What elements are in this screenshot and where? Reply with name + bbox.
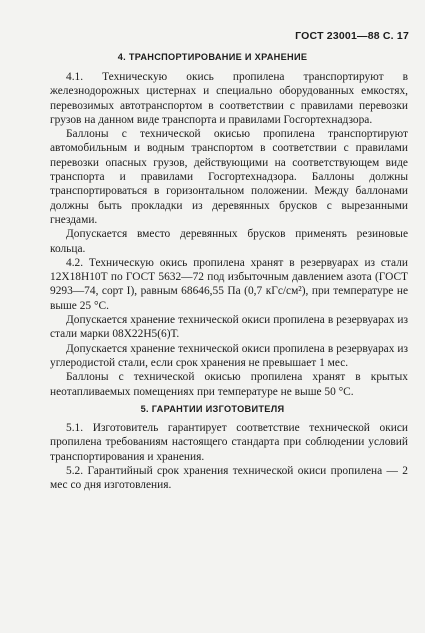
section-body-warranty xyxy=(50,421,408,492)
paragraph-5-2: 5.2. Гарантийный срок хранения технической окиси пропилена — 2 мес со дня изготовления. xyxy=(50,464,408,492)
paragraph-steel-08x22: Допускается хранение технической окиси пропилена в резервуарах из стали марки 08Х22Н5(6)Т. xyxy=(50,314,408,341)
paragraph-5-1: 5.1. Изготовитель гарантирует соответствие технической окиси пропилена требованиям настоящего стандарта при соблюдении условий транспортирования и хранения. xyxy=(50,422,408,463)
paragraph-carbon-steel: Допускается хранение технической окиси пропилена в резервуарах из углеродистой стали, если срок хранения не превышает 1 мес. xyxy=(50,342,408,369)
paragraph-4-1: 4.1. Техническую окись пропилена транспортируют в железнодорожных цистернах и специально оборудованных емкостях, перевозимых автотранспортом в соответствии с правилами перевозки грузов на данном виде транспорта и правилами Госгортехнадзора. xyxy=(50,71,408,126)
page-header-standard: ГОСТ 23001—88 С. 17 xyxy=(295,30,409,42)
section-title-warranty: 5. ГАРАНТИИ ИЗГОТОВИТЕЛЯ xyxy=(140,404,285,414)
section-title-transport-storage: 4. ТРАНСПОРТИРОВАНИЕ И ХРАНЕНИЕ xyxy=(117,52,308,62)
paragraph-rubber-rings: Допускается вместо деревянных брусков применять резиновые кольца. xyxy=(50,228,408,255)
paragraph-cylinders-storage: Баллоны с технической окисью пропилена хранят в крытых неотапливаемых помещениях при температуре не выше 50 °С. xyxy=(50,371,408,398)
paragraph-4-2: 4.2. Техническую окись пропилена хранят в резервуарах из стали 12Х18Н10Т по ГОСТ 5632—72 под избыточным давлением азота (ГОСТ 9293—74, сорт I), равным 68646,55 Па (0,7 кГс/см²), при температуре не выше 25 °С. xyxy=(50,256,408,312)
paragraph-cylinders-transport: Баллоны с технической окисью пропилена транспортируют автомобильным и водным транспортом в соответствии с правилами перевозки опасных грузов, действующими на соответствующем виде транспорта и правилами Госгортехнадзора. Баллоны должны транспортироваться в горизонтальном положении. Между баллонами должны быть прокладки из деревянных брусков с вырезанными гнездами. xyxy=(50,128,408,226)
section-body-transport-storage xyxy=(50,70,408,399)
